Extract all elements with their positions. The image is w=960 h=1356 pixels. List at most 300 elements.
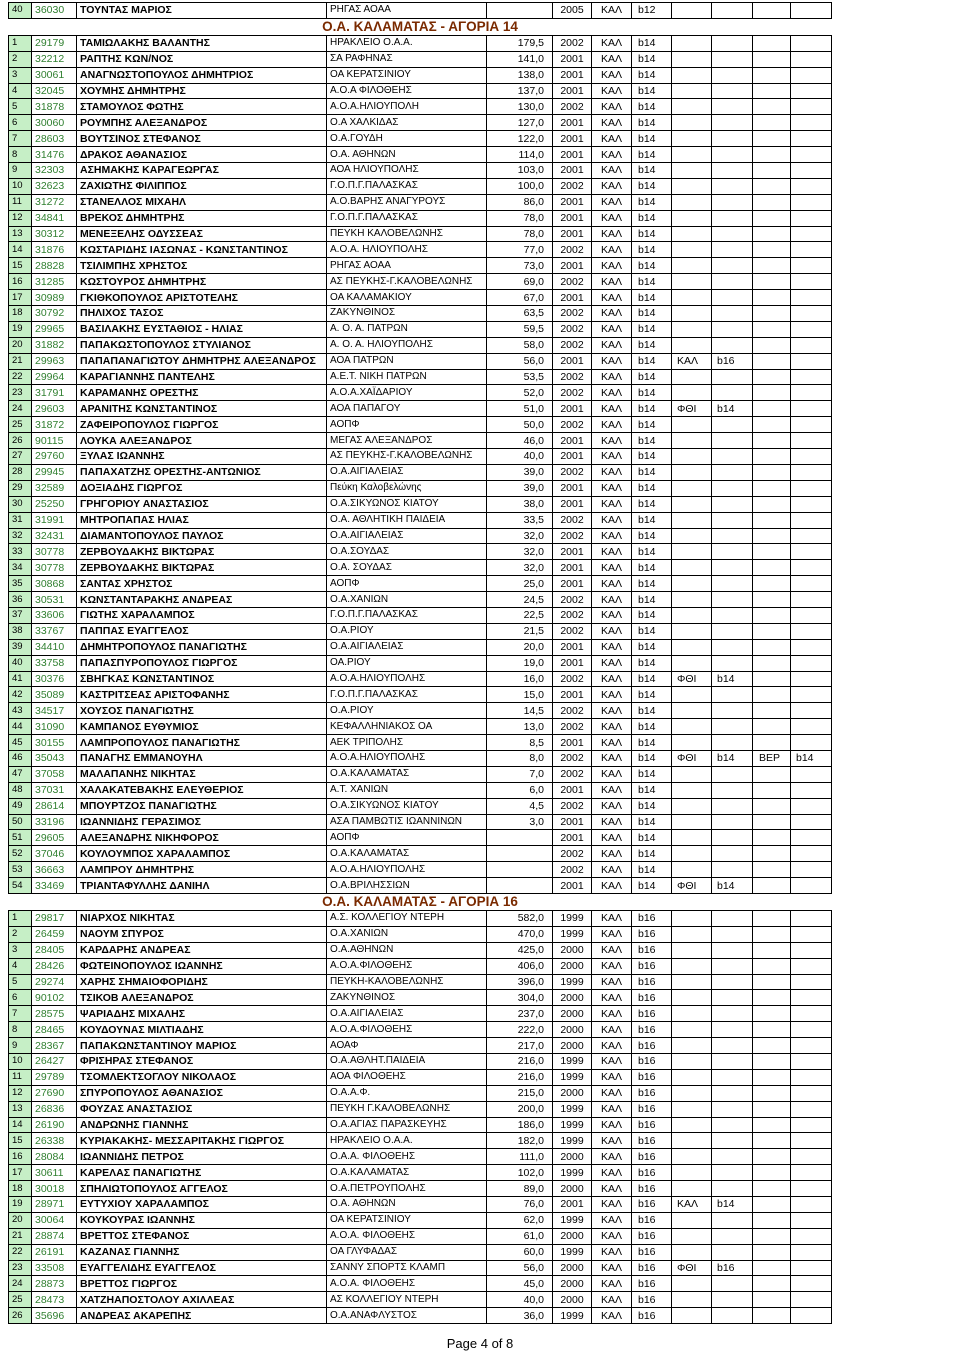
extra-group-2 xyxy=(791,862,832,878)
extra-group-1 xyxy=(712,1038,753,1054)
region-cell: ΚΑΛ xyxy=(592,862,632,878)
region-cell: ΚΑΛ xyxy=(592,814,632,830)
club-name: ΑΟΑ ΦΙΛΟΘΕΗΣ xyxy=(327,1069,487,1085)
rank-cell: 5 xyxy=(9,974,32,990)
athlete-name: ΦΡΙΣΗΡΑΣ ΣΤΕΦΑΝΟΣ xyxy=(77,1054,327,1070)
extra-region-2 xyxy=(753,464,791,480)
region-cell: ΚΑΛ xyxy=(592,353,632,369)
athlete-code: 29817 xyxy=(32,910,77,926)
athlete-name: ΖΕΡΒΟΥΔΑΚΗΣ ΒΙΚΤΩΡΑΣ xyxy=(77,560,327,576)
extra-group-1: b14 xyxy=(712,878,753,894)
age-group-cell: b14 xyxy=(632,639,672,655)
score-cell: 40,0 xyxy=(487,1292,553,1308)
athlete-name: ΚΑΡΑΓΙΑΝΝΗΣ ΠΑΝΤΕΛΗΣ xyxy=(77,369,327,385)
extra-group-1 xyxy=(712,1006,753,1022)
extra-region-2 xyxy=(753,798,791,814)
athlete-code: 25250 xyxy=(32,496,77,512)
birth-year: 1999 xyxy=(553,1165,592,1181)
table-row xyxy=(9,1292,832,1308)
region-cell: ΚΑΛ xyxy=(592,703,632,719)
age-group-cell: b14 xyxy=(632,671,672,687)
table-row xyxy=(9,433,832,449)
score-cell: 130,0 xyxy=(487,99,553,115)
rank-cell: 45 xyxy=(9,735,32,751)
athlete-name: ΠΑΠΑΚΩΣΤΟΠΟΥΛΟΣ ΣΤΥΛΙΑΝΟΣ xyxy=(77,337,327,353)
table-row xyxy=(9,401,832,417)
extra-region-2 xyxy=(753,814,791,830)
extra-group-1 xyxy=(712,910,753,926)
birth-year: 1999 xyxy=(553,910,592,926)
extra-region-2 xyxy=(753,1022,791,1038)
rank-cell: 46 xyxy=(9,750,32,766)
club-name: ΠΕΥΚΗ ΚΑΛΟΒΕΛΩΝΗΣ xyxy=(327,226,487,242)
region-cell: ΚΑΛ xyxy=(592,512,632,528)
athlete-code: 32212 xyxy=(32,51,77,67)
athlete-code: 33469 xyxy=(32,878,77,894)
age-group-cell: b16 xyxy=(632,1197,672,1213)
extra-group-1 xyxy=(712,1244,753,1260)
region-cell: ΚΑΛ xyxy=(592,464,632,480)
athlete-name: ΚΑΡΑΜΑΝΗΣ ΟΡΕΣΤΗΣ xyxy=(77,385,327,401)
extra-region-1 xyxy=(672,910,712,926)
region-cell: ΚΑΛ xyxy=(592,719,632,735)
rank-cell: 7 xyxy=(9,131,32,147)
extra-group-1 xyxy=(712,3,753,19)
table-row xyxy=(9,67,832,83)
region-cell: ΚΑΛ xyxy=(592,592,632,608)
age-group-cell: b14 xyxy=(632,480,672,496)
rank-cell: 16 xyxy=(9,1149,32,1165)
birth-year: 2002 xyxy=(553,385,592,401)
rank-cell: 6 xyxy=(9,115,32,131)
extra-group-2 xyxy=(791,958,832,974)
extra-group-1 xyxy=(712,528,753,544)
table-row xyxy=(9,306,832,322)
athlete-name: ΣΤΑΝΕΛΛΟΣ ΜΙΧΑΗΛ xyxy=(77,194,327,210)
club-name: Ο.Α.ΚΑΛΑΜΑΤΑΣ xyxy=(327,1165,487,1181)
extra-region-2 xyxy=(753,194,791,210)
athlete-code: 30064 xyxy=(32,1212,77,1228)
region-cell: ΚΑΛ xyxy=(592,163,632,179)
birth-year: 1999 xyxy=(553,1069,592,1085)
score-cell xyxy=(487,878,553,894)
table-row xyxy=(9,1149,832,1165)
extra-region-1 xyxy=(672,1022,712,1038)
region-cell: ΚΑΛ xyxy=(592,1165,632,1181)
extra-region-1 xyxy=(672,274,712,290)
athlete-code: 28874 xyxy=(32,1228,77,1244)
athlete-name: ΕΥΑΓΓΕΛΙΔΗΣ ΕΥΑΓΓΕΛΟΣ xyxy=(77,1260,327,1276)
score-cell: 38,0 xyxy=(487,496,553,512)
extra-group-2 xyxy=(791,1006,832,1022)
extra-region-2 xyxy=(753,1006,791,1022)
age-group-cell: b16 xyxy=(632,1054,672,1070)
age-group-cell: b14 xyxy=(632,163,672,179)
region-cell: ΚΑΛ xyxy=(592,830,632,846)
athlete-name: ΔΡΑΚΟΣ ΑΘΑΝΑΣΙΟΣ xyxy=(77,147,327,163)
score-cell: 137,0 xyxy=(487,83,553,99)
score-cell: 52,0 xyxy=(487,385,553,401)
extra-group-1: b14 xyxy=(712,671,753,687)
extra-region-1 xyxy=(672,147,712,163)
extra-region-1 xyxy=(672,99,712,115)
athlete-name: ΞΥΛΑΣ ΙΩΑΝΝΗΣ xyxy=(77,449,327,465)
athlete-name: ΦΟΥΖΑΣ ΑΝΑΣΤΑΣΙΟΣ xyxy=(77,1101,327,1117)
birth-year: 2002 xyxy=(553,417,592,433)
table-row xyxy=(9,178,832,194)
extra-region-1 xyxy=(672,926,712,942)
extra-group-2 xyxy=(791,433,832,449)
birth-year: 2002 xyxy=(553,766,592,782)
athlete-code: 31272 xyxy=(32,194,77,210)
extra-region-1 xyxy=(672,1054,712,1070)
age-group-cell: b14 xyxy=(632,862,672,878)
extra-group-2 xyxy=(791,480,832,496)
extra-region-1 xyxy=(672,814,712,830)
extra-group-1 xyxy=(712,1149,753,1165)
age-group-cell: b14 xyxy=(632,766,672,782)
score-cell: 4,5 xyxy=(487,798,553,814)
extra-region-1 xyxy=(672,862,712,878)
age-group-cell: b16 xyxy=(632,1085,672,1101)
extra-region-1 xyxy=(672,719,712,735)
extra-region-1 xyxy=(672,306,712,322)
extra-region-1 xyxy=(672,958,712,974)
rank-cell: 9 xyxy=(9,163,32,179)
age-group-cell: b14 xyxy=(632,417,672,433)
extra-group-2 xyxy=(791,1197,832,1213)
birth-year: 1999 xyxy=(553,1054,592,1070)
age-group-cell: b14 xyxy=(632,719,672,735)
athlete-code: 30778 xyxy=(32,544,77,560)
rank-cell: 29 xyxy=(9,480,32,496)
athlete-code: 30312 xyxy=(32,226,77,242)
club-name: Α.Ο.Α.ΦΙΛΟΘΕΗΣ xyxy=(327,1022,487,1038)
age-group-cell: b14 xyxy=(632,194,672,210)
region-cell: ΚΑΛ xyxy=(592,210,632,226)
table-row xyxy=(9,846,832,862)
club-name: ΑΟΑ ΠΑΤΡΩΝ xyxy=(327,353,487,369)
athlete-code: 35043 xyxy=(32,750,77,766)
athlete-name: ΚΑΣΤΡΙΤΣΕΑΣ ΑΡΙΣΤΟΦΑΝΗΣ xyxy=(77,687,327,703)
extra-group-2 xyxy=(791,35,832,51)
rank-cell: 1 xyxy=(9,910,32,926)
extra-region-1 xyxy=(672,480,712,496)
athlete-code: 31090 xyxy=(32,719,77,735)
club-name: ΟΑ.ΡΙΟΥ xyxy=(327,655,487,671)
extra-group-1 xyxy=(712,830,753,846)
club-name: Ο.Α ΧΑΛΚΙΔΑΣ xyxy=(327,115,487,131)
athlete-code: 31476 xyxy=(32,147,77,163)
extra-group-1 xyxy=(712,147,753,163)
birth-year: 2002 xyxy=(553,306,592,322)
rank-cell: 18 xyxy=(9,306,32,322)
region-cell: ΚΑΛ xyxy=(592,671,632,687)
rank-cell: 34 xyxy=(9,560,32,576)
club-name: Α.Ο.Α.ΗΛΙΟΥΠΟΛΗΣ xyxy=(327,862,487,878)
extra-region-2 xyxy=(753,766,791,782)
table-row xyxy=(9,512,832,528)
score-cell: 215,0 xyxy=(487,1085,553,1101)
extra-region-2 xyxy=(753,958,791,974)
birth-year: 2002 xyxy=(553,337,592,353)
age-group-cell: b16 xyxy=(632,1038,672,1054)
athlete-name: ΑΝΔΡΕΑΣ ΑΚΑΡΕΠΗΣ xyxy=(77,1308,327,1324)
extra-region-2 xyxy=(753,83,791,99)
extra-region-1: ΦΘΙ xyxy=(672,750,712,766)
extra-region-2 xyxy=(753,560,791,576)
extra-group-1 xyxy=(712,1085,753,1101)
rank-cell: 8 xyxy=(9,1022,32,1038)
athlete-code: 30989 xyxy=(32,290,77,306)
extra-region-2 xyxy=(753,639,791,655)
region-cell: ΚΑΛ xyxy=(592,67,632,83)
club-name: ΑΟΑ ΗΛΙΟΥΠΟΛΗΣ xyxy=(327,163,487,179)
athlete-name: ΠΑΠΑΠΑΝΑΓΙΩΤΟΥ ΔΗΜΗΤΡΗΣ ΑΛΕΞΑΝΔΡΟΣ xyxy=(77,353,327,369)
athlete-code: 28367 xyxy=(32,1038,77,1054)
table-row xyxy=(9,480,832,496)
birth-year: 2000 xyxy=(553,958,592,974)
rank-cell: 50 xyxy=(9,814,32,830)
birth-year: 2001 xyxy=(553,67,592,83)
athlete-name: ΧΑΛΑΚΑΤΕΒΑΚΗΣ ΕΛΕΥΘΕΡΙΟΣ xyxy=(77,782,327,798)
rank-cell: 48 xyxy=(9,782,32,798)
extra-group-2 xyxy=(791,1117,832,1133)
athlete-code: 30611 xyxy=(32,1165,77,1181)
score-cell: 46,0 xyxy=(487,433,553,449)
athlete-name: ΚΑΡΕΛΑΣ ΠΑΝΑΓΙΩΤΗΣ xyxy=(77,1165,327,1181)
extra-group-2 xyxy=(791,878,832,894)
region-cell: ΚΑΛ xyxy=(592,1260,632,1276)
athlete-name: ΚΟΥΛΟΥΜΠΟΣ ΧΑΡΑΛΑΜΠΟΣ xyxy=(77,846,327,862)
score-cell: 179,5 xyxy=(487,35,553,51)
rank-cell: 54 xyxy=(9,878,32,894)
extra-region-2 xyxy=(753,131,791,147)
extra-group-2 xyxy=(791,576,832,592)
extra-group-1 xyxy=(712,1212,753,1228)
athlete-name: ΣΤΑΜΟΥΛΟΣ ΦΩΤΗΣ xyxy=(77,99,327,115)
birth-year: 2001 xyxy=(553,401,592,417)
extra-group-2 xyxy=(791,449,832,465)
score-cell: 51,0 xyxy=(487,401,553,417)
club-name: Πεύκη Καλοβελώνης xyxy=(327,480,487,496)
rank-cell: 10 xyxy=(9,1054,32,1070)
birth-year: 2002 xyxy=(553,862,592,878)
rank-cell: 26 xyxy=(9,433,32,449)
extra-group-2 xyxy=(791,719,832,735)
extra-region-2 xyxy=(753,687,791,703)
table-row xyxy=(9,1228,832,1244)
region-cell: ΚΑΛ xyxy=(592,1117,632,1133)
score-cell: 216,0 xyxy=(487,1054,553,1070)
athlete-code: 37046 xyxy=(32,846,77,862)
region-cell: ΚΑΛ xyxy=(592,178,632,194)
athlete-name: ΑΣΗΜΑΚΗΣ ΚΑΡΑΓΕΩΡΓΑΣ xyxy=(77,163,327,179)
birth-year: 1999 xyxy=(553,1117,592,1133)
table-row xyxy=(9,607,832,623)
extra-group-2 xyxy=(791,798,832,814)
extra-group-2 xyxy=(791,385,832,401)
rank-cell: 22 xyxy=(9,369,32,385)
athlete-name: ΖΕΡΒΟΥΔΑΚΗΣ ΒΙΚΤΩΡΑΣ xyxy=(77,544,327,560)
birth-year: 2001 xyxy=(553,782,592,798)
extra-group-1: b14 xyxy=(712,1197,753,1213)
score-cell xyxy=(487,846,553,862)
extra-region-2 xyxy=(753,910,791,926)
club-name: Α.Ο.ΒΑΡΗΣ ΑΝΑΓΥΡΟΥΣ xyxy=(327,194,487,210)
extra-region-1 xyxy=(672,782,712,798)
rank-cell: 22 xyxy=(9,1244,32,1260)
extra-region-2 xyxy=(753,862,791,878)
score-cell xyxy=(487,862,553,878)
extra-group-2 xyxy=(791,703,832,719)
extra-region-2 xyxy=(753,242,791,258)
rank-cell: 15 xyxy=(9,258,32,274)
athlete-code: 29274 xyxy=(32,974,77,990)
score-cell: 237,0 xyxy=(487,1006,553,1022)
club-name: ΑΟΠΦ xyxy=(327,576,487,592)
athlete-code: 32623 xyxy=(32,178,77,194)
athlete-code: 28426 xyxy=(32,958,77,974)
region-cell: ΚΑΛ xyxy=(592,1133,632,1149)
region-cell: ΚΑΛ xyxy=(592,321,632,337)
score-cell: 8,0 xyxy=(487,750,553,766)
extra-region-2 xyxy=(753,528,791,544)
extra-group-1 xyxy=(712,926,753,942)
birth-year: 2002 xyxy=(553,178,592,194)
extra-region-1 xyxy=(672,607,712,623)
rank-cell: 17 xyxy=(9,290,32,306)
score-cell: 25,0 xyxy=(487,576,553,592)
athlete-name: ΣΠΥΡΟΠΟΥΛΟΣ ΑΘΑΝΑΣΙΟΣ xyxy=(77,1085,327,1101)
age-group-cell: b14 xyxy=(632,242,672,258)
extra-group-1 xyxy=(712,942,753,958)
club-name: Α.Τ. ΧΑΝΙΩΝ xyxy=(327,782,487,798)
rank-cell: 10 xyxy=(9,178,32,194)
extra-region-1 xyxy=(672,1165,712,1181)
club-name: Ο.Α. ΣΟΥΔΑΣ xyxy=(327,560,487,576)
score-cell: 21,5 xyxy=(487,623,553,639)
extra-group-1 xyxy=(712,83,753,99)
extra-group-2 xyxy=(791,321,832,337)
table-row xyxy=(9,990,832,1006)
rank-cell: 36 xyxy=(9,592,32,608)
age-group-cell: b16 xyxy=(632,1244,672,1260)
table-row xyxy=(9,1038,832,1054)
athlete-name: ΓΡΗΓΟΡΙΟΥ ΑΝΑΣΤΑΣΙΟΣ xyxy=(77,496,327,512)
birth-year: 2001 xyxy=(553,210,592,226)
birth-year: 2001 xyxy=(553,51,592,67)
table-row xyxy=(9,274,832,290)
extra-group-2 xyxy=(791,163,832,179)
score-cell: 216,0 xyxy=(487,1069,553,1085)
extra-region-2 xyxy=(753,607,791,623)
score-cell: 53,5 xyxy=(487,369,553,385)
athlete-name: ΚΟΥΔΟΥΝΑΣ ΜΙΛΤΙΑΔΗΣ xyxy=(77,1022,327,1038)
extra-group-2 xyxy=(791,926,832,942)
age-group-cell: b14 xyxy=(632,878,672,894)
extra-group-1: b14 xyxy=(712,401,753,417)
athlete-name: ΠΑΠΠΑΣ ΕΥΑΓΓΕΛΟΣ xyxy=(77,623,327,639)
extra-group-2 xyxy=(791,258,832,274)
table-row xyxy=(9,210,832,226)
rankings-table xyxy=(8,2,832,1324)
rank-cell: 39 xyxy=(9,639,32,655)
region-cell: ΚΑΛ xyxy=(592,35,632,51)
birth-year: 2001 xyxy=(553,480,592,496)
athlete-code: 36030 xyxy=(32,3,77,19)
birth-year: 2002 xyxy=(553,607,592,623)
extra-group-1 xyxy=(712,544,753,560)
table-row xyxy=(9,830,832,846)
region-cell: ΚΑΛ xyxy=(592,385,632,401)
rank-cell: 19 xyxy=(9,1197,32,1213)
birth-year: 1999 xyxy=(553,1212,592,1228)
extra-region-2 xyxy=(753,1165,791,1181)
athlete-name: ΜΑΛΑΠΑΝΗΣ ΝΙΚΗΤΑΣ xyxy=(77,766,327,782)
age-group-cell: b14 xyxy=(632,321,672,337)
athlete-name: ΚΟΥΚΟΥΡΑΣ ΙΩΑΝΝΗΣ xyxy=(77,1212,327,1228)
age-group-cell: b14 xyxy=(632,576,672,592)
extra-region-1 xyxy=(672,163,712,179)
club-name: Α.Ο.Α.ΗΛΙΟΥΠΟΛΗΣ xyxy=(327,671,487,687)
rank-cell: 53 xyxy=(9,862,32,878)
score-cell: 76,0 xyxy=(487,1197,553,1213)
athlete-name: ΚΑΖΑΝΑΣ ΓΙΑΝΝΗΣ xyxy=(77,1244,327,1260)
rank-cell: 28 xyxy=(9,464,32,480)
birth-year: 2001 xyxy=(553,639,592,655)
rank-cell: 13 xyxy=(9,226,32,242)
table-row xyxy=(9,417,832,433)
extra-group-1 xyxy=(712,115,753,131)
extra-group-2 xyxy=(791,51,832,67)
table-row xyxy=(9,671,832,687)
athlete-name: ΝΑΟΥΜ ΣΠΥΡΟΣ xyxy=(77,926,327,942)
age-group-cell: b16 xyxy=(632,1006,672,1022)
score-cell: 36,0 xyxy=(487,1308,553,1324)
athlete-name: ΚΑΡΔΑΡΗΣ ΑΝΔΡΕΑΣ xyxy=(77,942,327,958)
athlete-code: 33767 xyxy=(32,623,77,639)
birth-year: 2001 xyxy=(553,147,592,163)
table-row xyxy=(9,3,832,19)
extra-region-1 xyxy=(672,1292,712,1308)
extra-group-1 xyxy=(712,274,753,290)
age-group-cell: b14 xyxy=(632,544,672,560)
athlete-code: 32589 xyxy=(32,480,77,496)
extra-group-2 xyxy=(791,401,832,417)
club-name: Α.Ο.Α. ΦΙΛΟΘΕΗΣ xyxy=(327,1228,487,1244)
extra-region-1: ΦΘΙ xyxy=(672,878,712,894)
athlete-code: 26836 xyxy=(32,1101,77,1117)
score-cell: 6,0 xyxy=(487,782,553,798)
extra-group-2 xyxy=(791,496,832,512)
extra-group-1 xyxy=(712,862,753,878)
region-cell: ΚΑΛ xyxy=(592,846,632,862)
club-name: ΑΟΑ ΠΑΠΑΓΟΥ xyxy=(327,401,487,417)
region-cell: ΚΑΛ xyxy=(592,1212,632,1228)
rank-cell: 12 xyxy=(9,1085,32,1101)
athlete-name: ΤΡΙΑΝΤΑΦΥΛΛΗΣ ΔΑΝΙΗΛ xyxy=(77,878,327,894)
birth-year: 2001 xyxy=(553,655,592,671)
extra-group-1: b14 xyxy=(712,750,753,766)
athlete-name: ΜΗΤΡΟΠΑΠΑΣ ΗΛΙΑΣ xyxy=(77,512,327,528)
age-group-cell: b14 xyxy=(632,750,672,766)
athlete-name: ΙΩΑΝΝΙΔΗΣ ΓΕΡΑΣΙΜΟΣ xyxy=(77,814,327,830)
rank-cell: 24 xyxy=(9,401,32,417)
rank-cell: 52 xyxy=(9,846,32,862)
athlete-name: ΛΑΜΠΡΟΥ ΔΗΜΗΤΡΗΣ xyxy=(77,862,327,878)
table-row xyxy=(9,687,832,703)
